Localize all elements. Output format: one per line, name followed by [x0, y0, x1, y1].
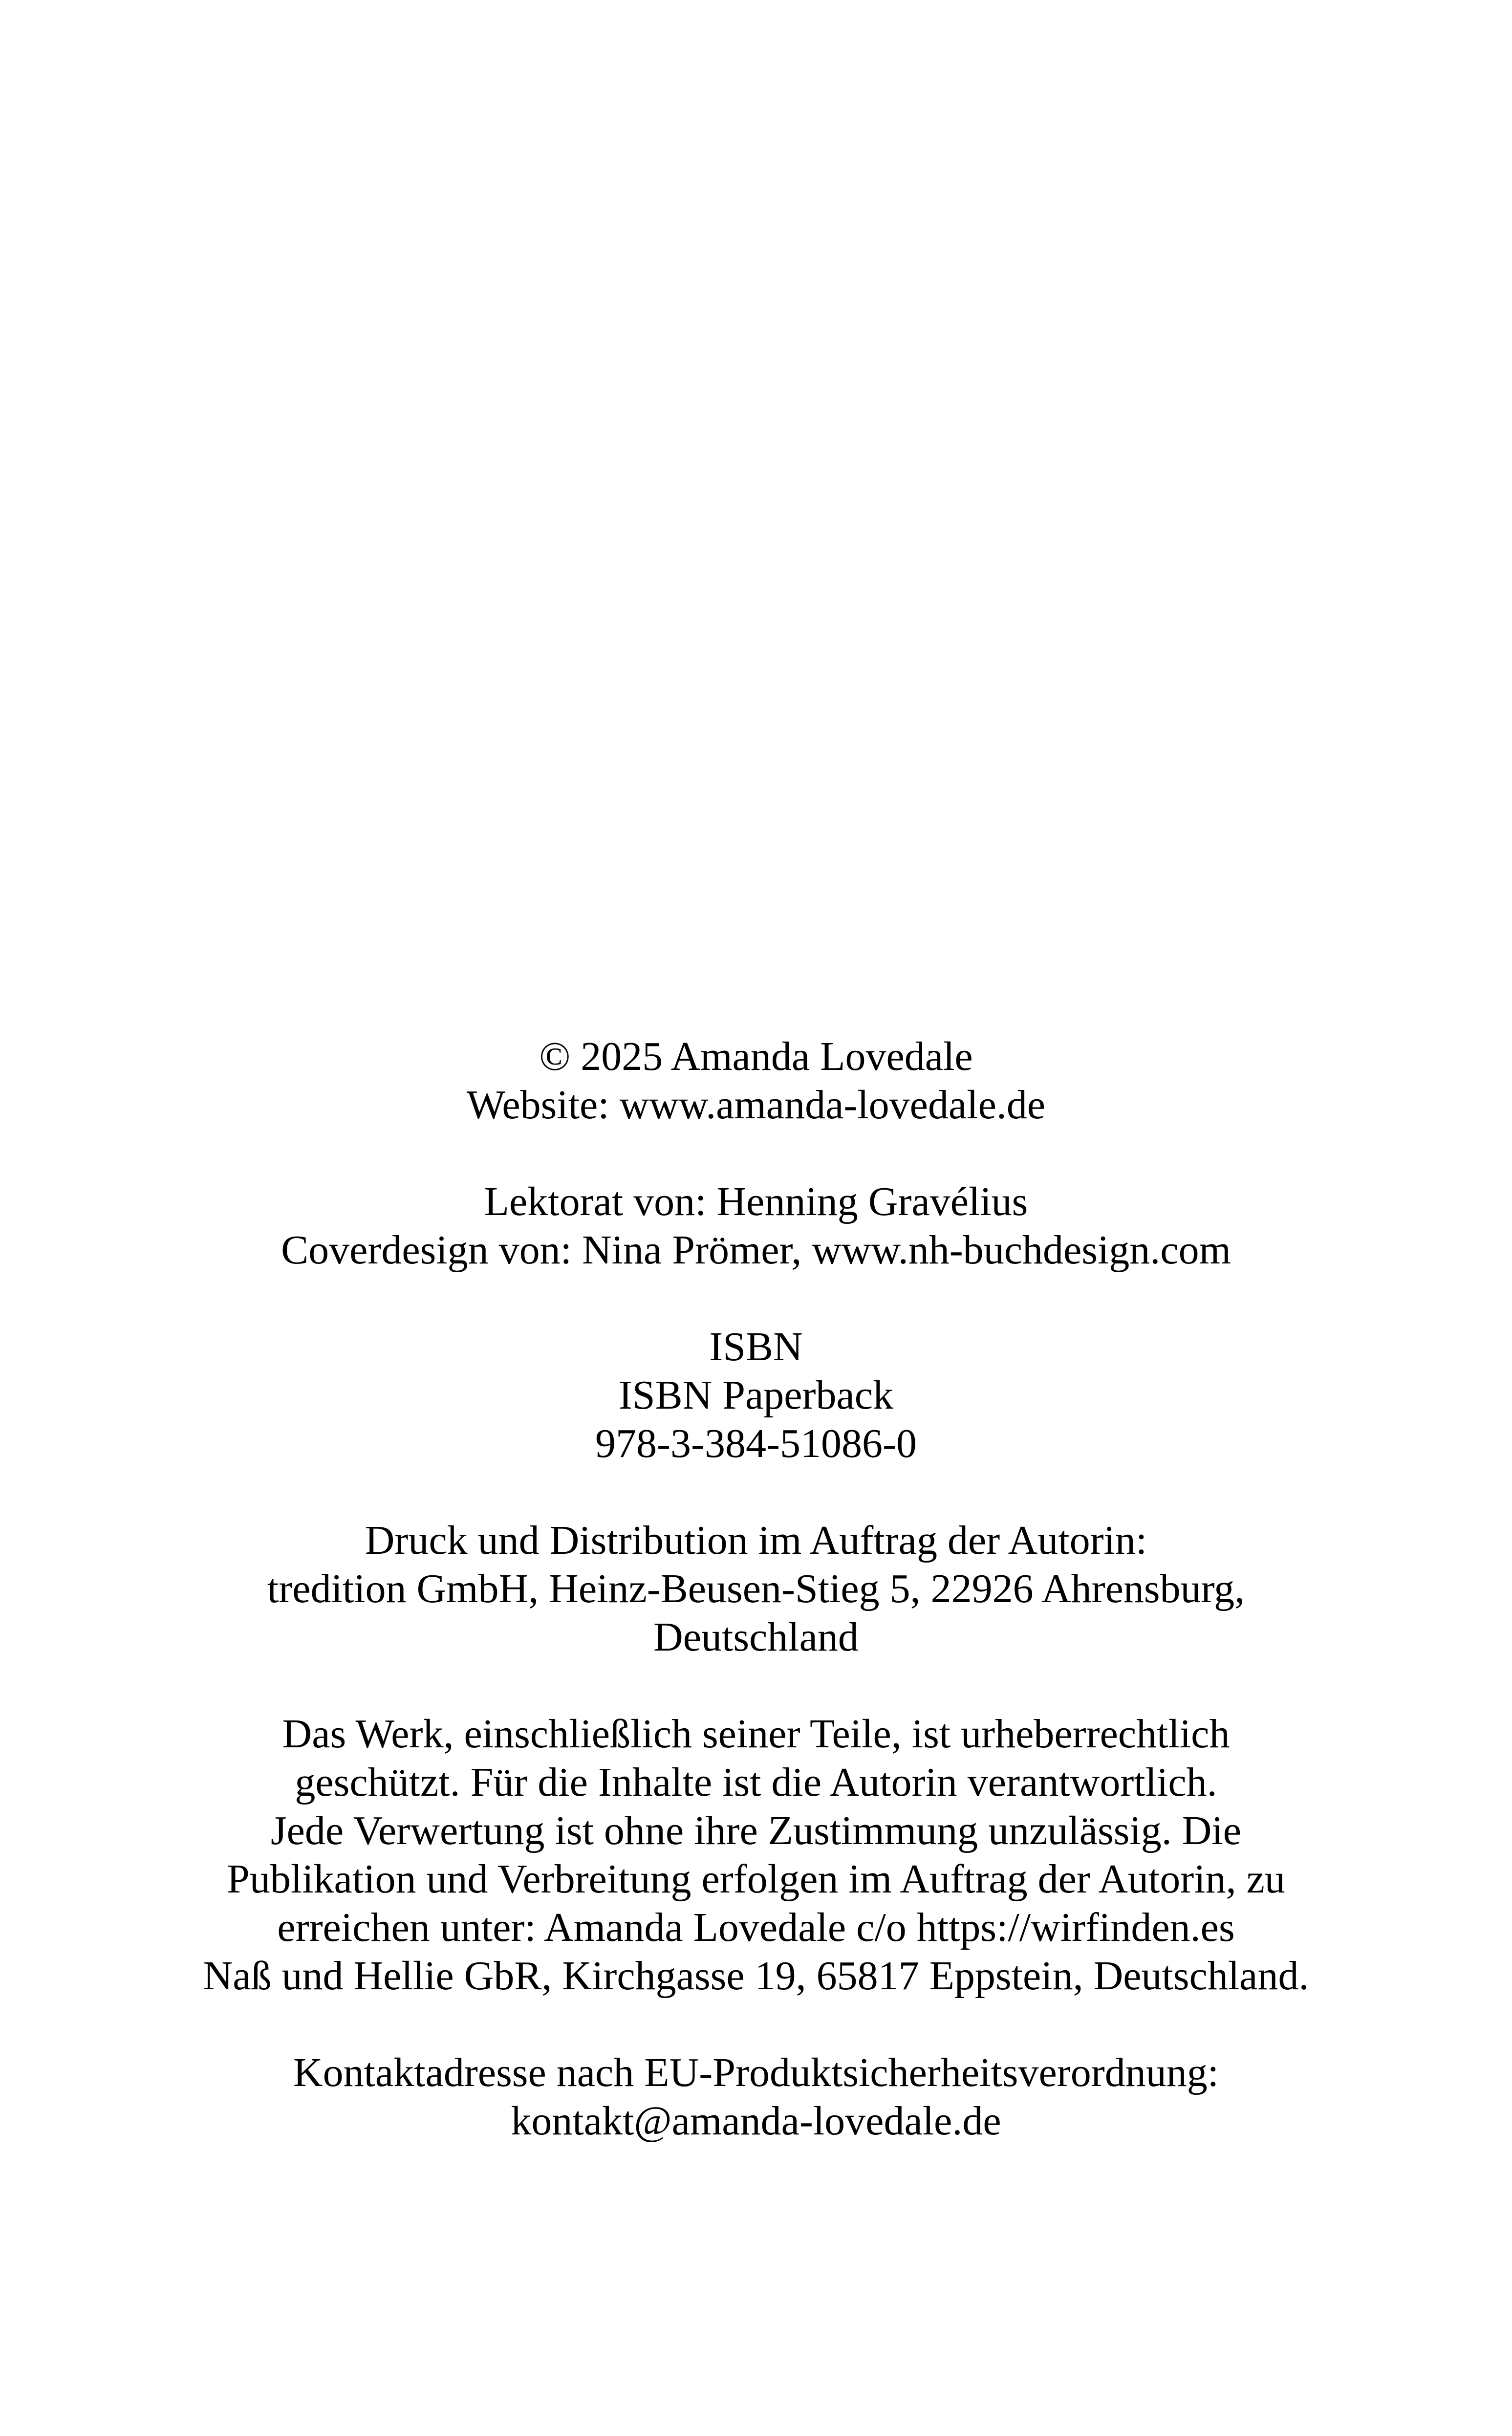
contact-block: [0, 2048, 1512, 2145]
text-line: ISBN: [709, 1324, 803, 1370]
text-line: Deutschland: [653, 1614, 859, 1660]
text-line: Jede Verwertung ist ohne ihre Zustimmung unzulässig. Die: [270, 1808, 1242, 1853]
text-line: geschützt. Für die Inhalte ist die Autorin verantwortlich.: [295, 1760, 1217, 1805]
text-line: 978-3-384-51086-0: [595, 1421, 917, 1466]
text-line: Publikation und Verbreitung erfolgen im Auftrag der Autorin, zu: [227, 1856, 1285, 1902]
text-line: © 2025 Amanda Lovedale: [539, 1034, 973, 1079]
imprint-text-block: [0, 1032, 1512, 2145]
isbn-block: [0, 1323, 1512, 1468]
text-line: Lektorat von: Henning Gravélius: [484, 1179, 1028, 1224]
rights-block: [0, 1710, 1512, 2000]
text-line: tredition GmbH, Heinz-Beusen-Stieg 5, 22926 Ahrensburg,: [267, 1566, 1245, 1611]
text-line: kontakt@amanda-lovedale.de: [511, 2098, 1001, 2144]
printing-block: [0, 1516, 1512, 1661]
credits-block: [0, 1177, 1512, 1274]
text-line: Kontaktadresse nach EU-Produktsicherheitsverordnung:: [293, 2050, 1219, 2095]
text-line: Naß und Hellie GbR, Kirchgasse 19, 65817 Eppstein, Deutschland.: [203, 1953, 1309, 1999]
text-line: Druck und Distribution im Auftrag der Autorin:: [365, 1518, 1147, 1563]
text-line: Das Werk, einschließlich seiner Teile, ist urheberrechtlich: [282, 1711, 1230, 1757]
text-line: Coverdesign von: Nina Prömer, www.nh-buchdesign.com: [281, 1227, 1231, 1273]
copyright-block: [0, 1032, 1512, 1129]
text-line: Website: www.amanda-lovedale.de: [466, 1082, 1046, 1128]
text-line: erreichen unter: Amanda Lovedale c/o https://wirfinden.es: [277, 1905, 1235, 1950]
text-line: ISBN Paperback: [618, 1372, 894, 1418]
